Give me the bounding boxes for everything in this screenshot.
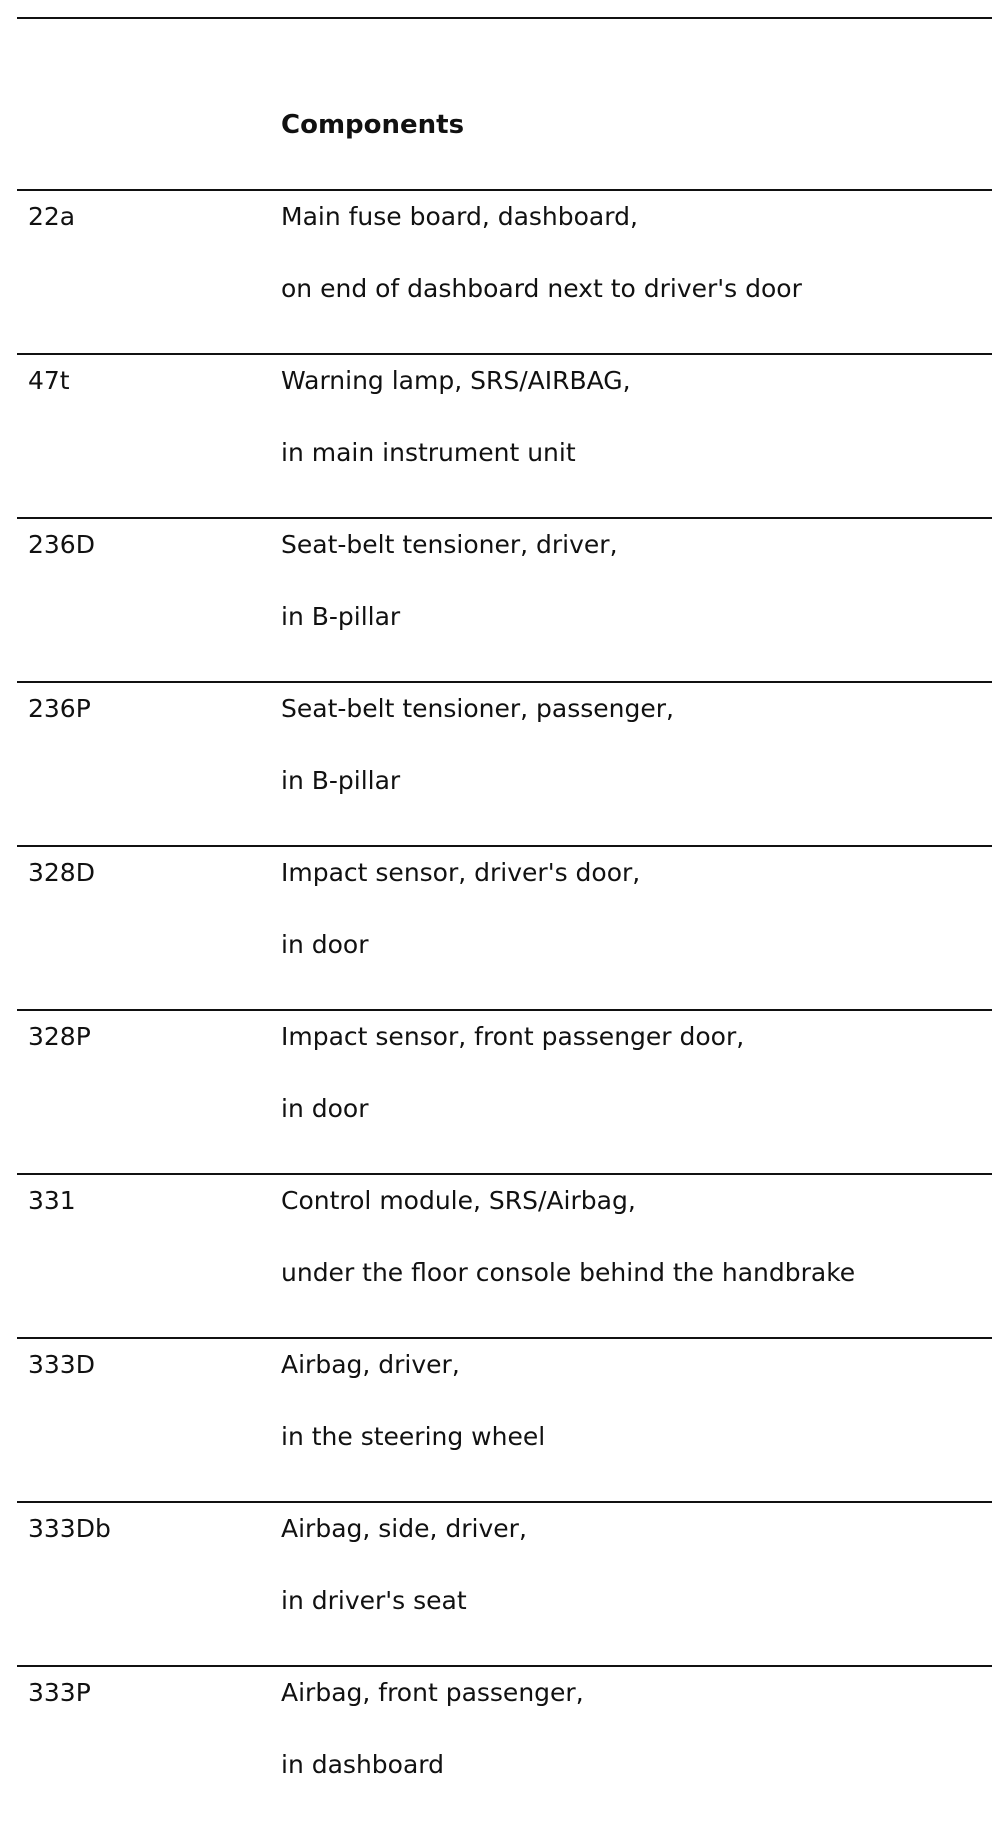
component-location: in door	[281, 1094, 369, 1123]
component-name: Main fuse board, dashboard,	[281, 202, 638, 231]
component-location: in the steering wheel	[281, 1422, 546, 1451]
component-code: 328D	[28, 858, 95, 887]
top-divider	[17, 17, 992, 19]
component-name: Airbag, driver,	[281, 1350, 460, 1379]
table-row	[0, 1501, 1008, 1665]
table-row	[0, 1337, 1008, 1501]
table-row	[0, 681, 1008, 845]
component-code: 333D	[28, 1350, 95, 1379]
component-name: Seat-belt tensioner, passenger,	[281, 694, 674, 723]
component-code: 333P	[28, 1678, 91, 1707]
component-location: in B-pillar	[281, 766, 401, 795]
component-code: 236P	[28, 694, 91, 723]
table-row	[0, 189, 1008, 353]
component-location: in dashboard	[281, 1750, 444, 1779]
component-location: in main instrument unit	[281, 438, 576, 467]
table-row	[0, 1665, 1008, 1829]
component-name: Control module, SRS/Airbag,	[281, 1186, 636, 1215]
components-table	[0, 189, 1008, 1829]
component-name: Impact sensor, driver's door,	[281, 858, 641, 887]
component-name: Seat-belt tensioner, driver,	[281, 530, 618, 559]
component-location: in door	[281, 930, 369, 959]
table-row	[0, 353, 1008, 517]
component-location: on end of dashboard next to driver's door	[281, 274, 802, 303]
table-row	[0, 517, 1008, 681]
component-code: 333Db	[28, 1514, 111, 1543]
page-title: Components	[281, 110, 465, 140]
component-name: Airbag, side, driver,	[281, 1514, 527, 1543]
component-location: in driver's seat	[281, 1586, 467, 1615]
component-code: 328P	[28, 1022, 91, 1051]
component-name: Impact sensor, front passenger door,	[281, 1022, 745, 1051]
table-row	[0, 1009, 1008, 1173]
component-location: in B-pillar	[281, 602, 401, 631]
component-code: 331	[28, 1186, 76, 1215]
component-location: under the floor console behind the handbrake	[281, 1258, 856, 1287]
component-name: Warning lamp, SRS/AIRBAG,	[281, 366, 631, 395]
table-row	[0, 845, 1008, 1009]
component-name: Airbag, front passenger,	[281, 1678, 584, 1707]
component-code: 236D	[28, 530, 95, 559]
table-row	[0, 1173, 1008, 1337]
component-code: 22a	[28, 202, 76, 231]
component-code: 47t	[28, 366, 70, 395]
